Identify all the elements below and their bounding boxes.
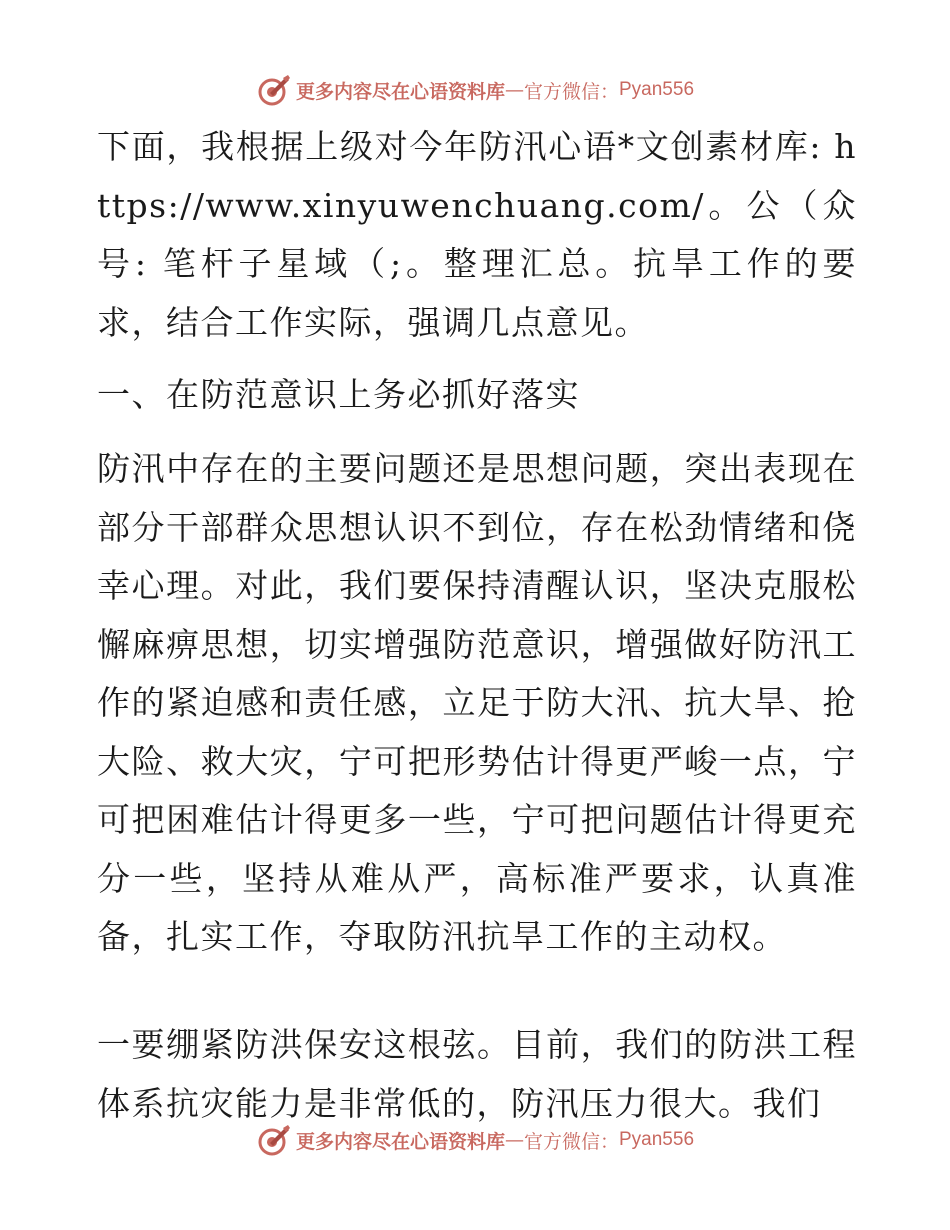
banner-suffix: 官方微信： xyxy=(523,1130,619,1153)
paragraph-section-1: 防汛中存在的主要问题还是思想问题，突出表现在部分干部群众思想认识不到位，存在松劲情绪和侥幸心理。对此，我们要保持清醒认识，坚决克服松懈麻痹思想，切实增强防范意识，增强做好防汛工作的紧迫感和责任感，立足于防大汛、抗大旱、抢大险、救大灾，宁可把形势估计得更严峻一点，宁可把困难估计得更多一些，宁可把问题估计得更充分一些，坚持从难从严，高标准严要求，认真准备，扎实工作，夺取防汛抗旱工作的主动权。 xyxy=(97,449,857,956)
banner-text: 更多内容尽在心语资料库 xyxy=(295,1130,505,1153)
paragraph-section-1-point-1: 一要绷紧防洪保安这根弦。目前，我们的防洪工程体系抗灾能力是非常低的，防汛压力很大。我们 xyxy=(97,1025,857,1123)
banner-dash: — xyxy=(504,1129,524,1151)
banner-wechat-id: Pyan556 xyxy=(619,79,695,100)
banner-suffix: 官方微信： xyxy=(523,80,619,103)
banner-wechat-id: Pyan556 xyxy=(619,1129,695,1150)
paragraph-intro: 下面，我根据上级对今年防汛心语*文创素材库: https://www.xinyuwenchuang.com/。公（众号: 笔杆子星域（;。整理汇总。抗旱工作的要求，结合工作实际，强调几点意见。 xyxy=(97,127,857,342)
heading-section-1: 一、在防范意识上务必抓好落实 xyxy=(97,375,580,414)
header-watermark-banner xyxy=(0,70,950,110)
brand-logo-icon xyxy=(256,1122,292,1158)
footer-watermark-banner xyxy=(0,1120,950,1160)
banner-dash: — xyxy=(504,79,524,101)
banner-text: 更多内容尽在心语资料库 xyxy=(295,80,505,103)
brand-logo-icon xyxy=(256,72,292,108)
